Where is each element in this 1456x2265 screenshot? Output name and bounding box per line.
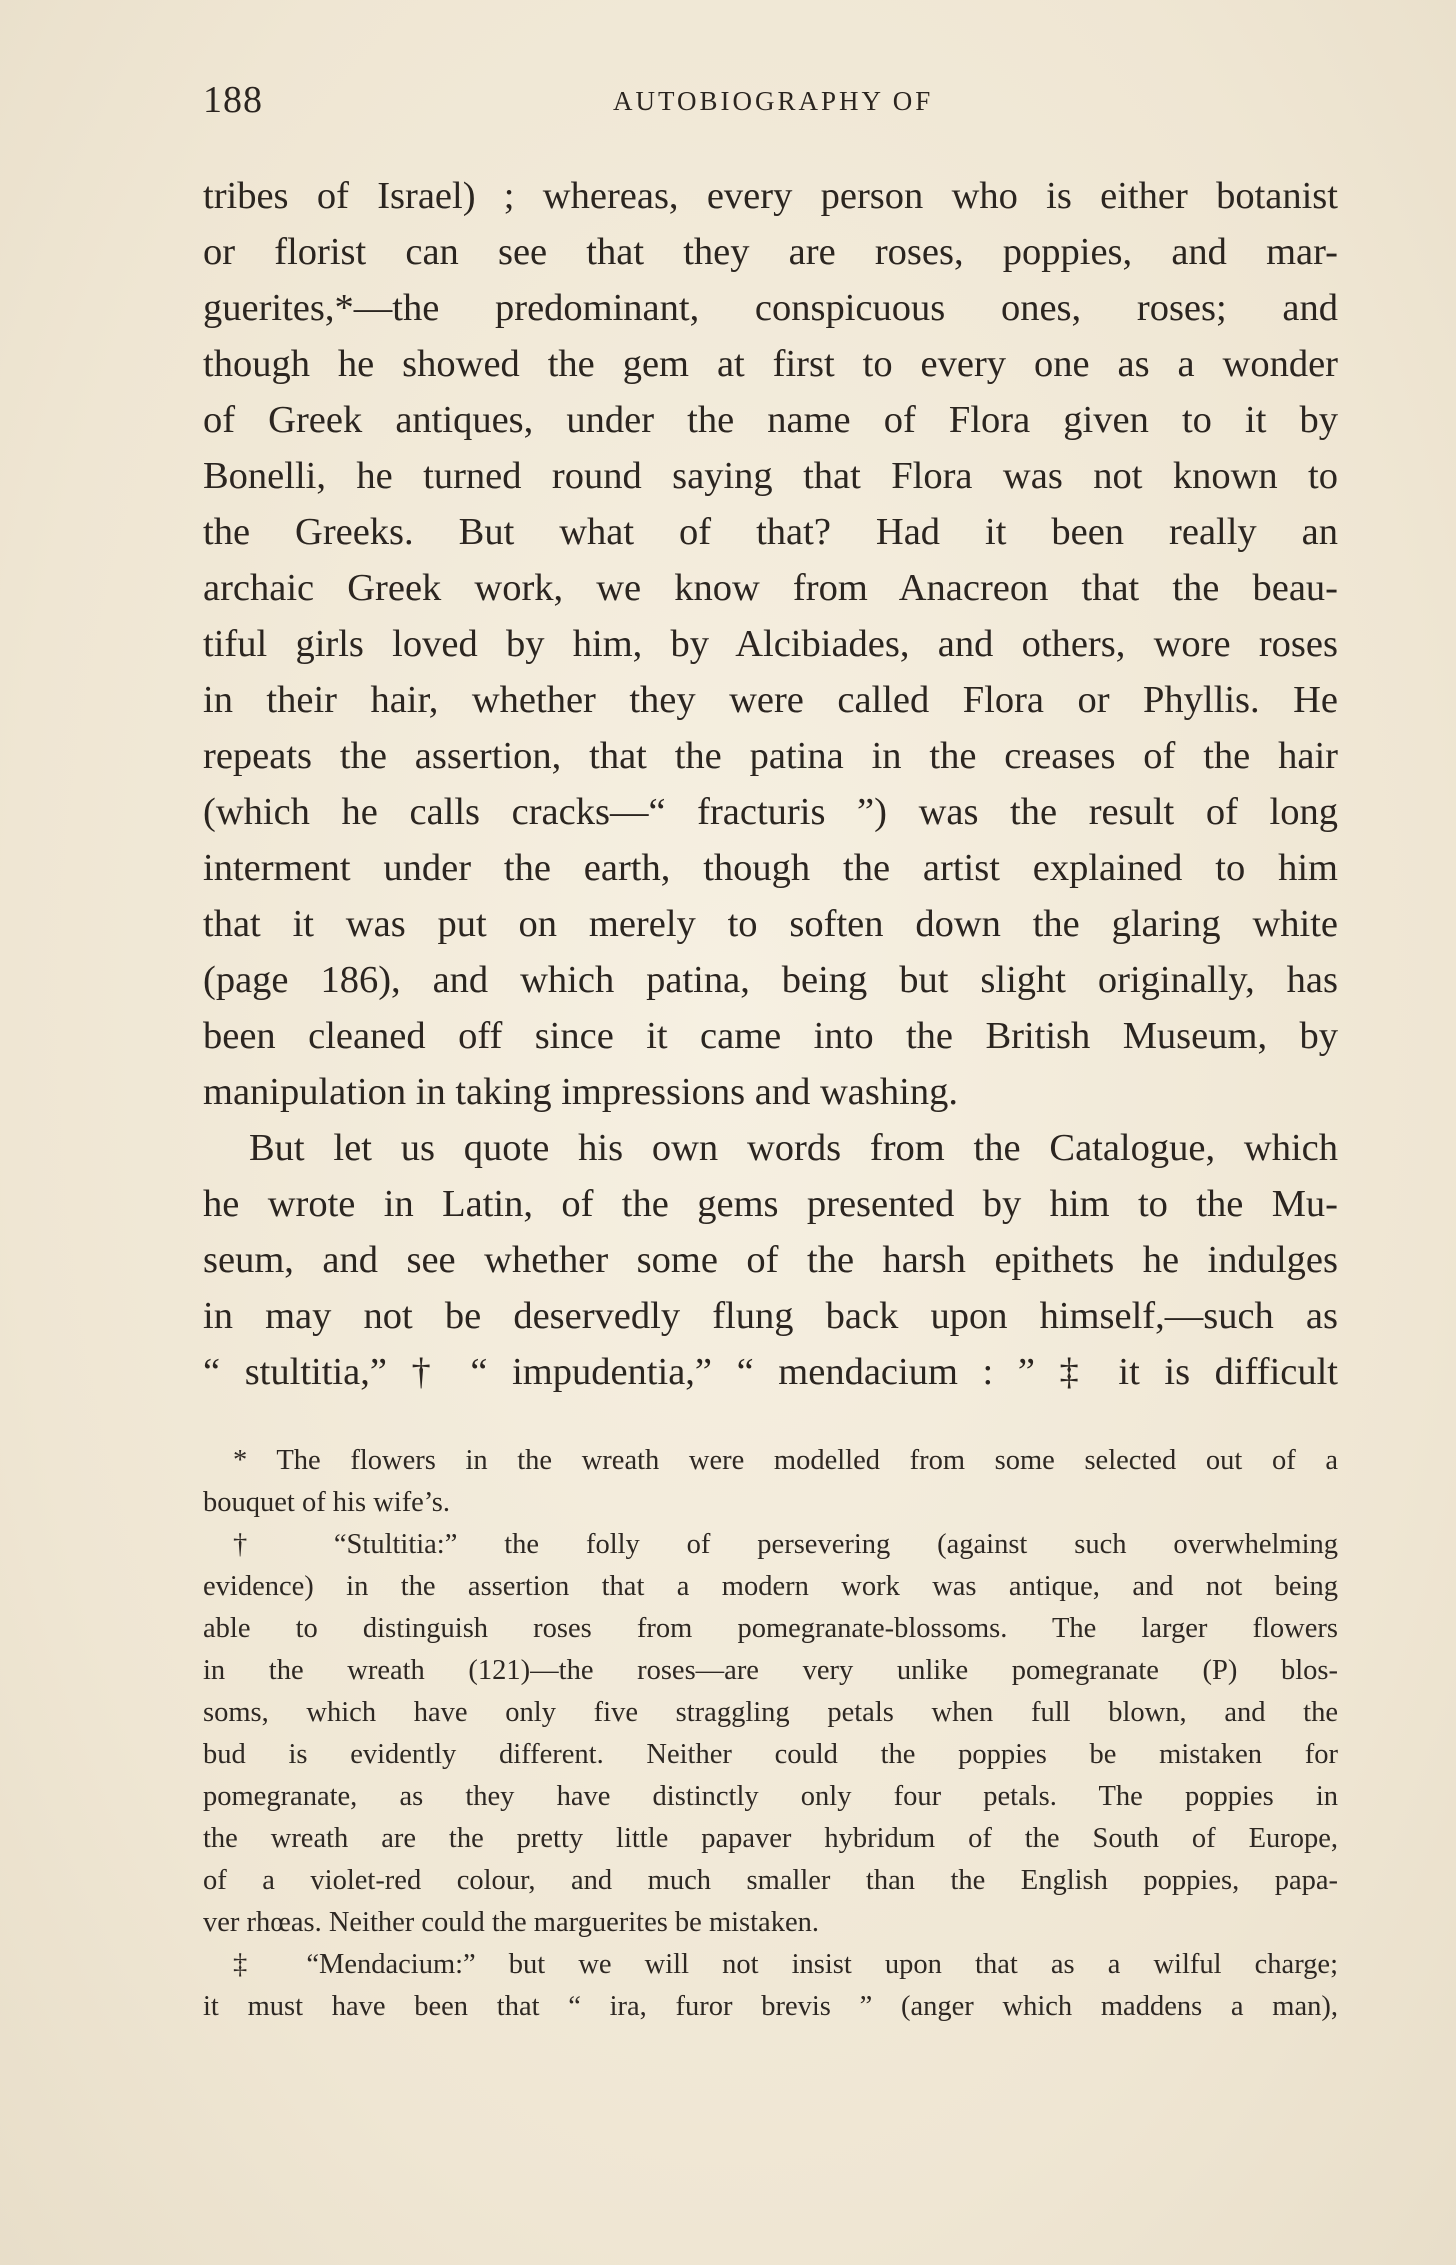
body-line: interment under the earth, though the artist explained to him	[203, 847, 1338, 889]
body-line: “ stultitia,” † “ impudentia,” “ mendacium : ” ‡ it is difficult	[203, 1351, 1338, 1393]
footnote-line: bud is evidently different. Neither could the poppies be mistaken for	[203, 1739, 1338, 1770]
footnote-line: the wreath are the pretty little papaver hybridum of the South of Europe,	[203, 1823, 1338, 1854]
footnote-line: in the wreath (121)—the roses—are very unlike pomegranate (P) blos-	[203, 1655, 1338, 1686]
body-line: guerites,*—the predominant, conspicuous ones, roses; and	[203, 287, 1338, 329]
footnote-line: * The flowers in the wreath were modelled from some selected out of a	[233, 1445, 1338, 1476]
body-line: (which he calls cracks—“ fracturis ”) was the result of long	[203, 791, 1338, 833]
footnote-line: † “Stultitia:” the folly of persevering (against such overwhelming	[233, 1529, 1338, 1560]
running-head	[203, 78, 1328, 128]
body-line: in their hair, whether they were called Flora or Phyllis. He	[203, 679, 1338, 721]
body-line: But let us quote his own words from the Catalogue, which	[249, 1127, 1338, 1169]
footnote-line: evidence) in the assertion that a modern work was antique, and not being	[203, 1571, 1338, 1602]
page-number: 188	[203, 79, 263, 121]
footnote-line: bouquet of his wife’s.	[203, 1487, 450, 1518]
body-line: seum, and see whether some of the harsh epithets he indulges	[203, 1239, 1338, 1281]
footnote-line: pomegranate, as they have distinctly only four petals. The poppies in	[203, 1781, 1338, 1812]
body-line: or florist can see that they are roses, poppies, and mar-	[203, 231, 1338, 273]
body-line: been cleaned off since it came into the British Museum, by	[203, 1015, 1338, 1057]
body-line: he wrote in Latin, of the gems presented by him to the Mu-	[203, 1183, 1338, 1225]
body-line: though he showed the gem at first to every one as a wonder	[203, 343, 1338, 385]
body-line: of Greek antiques, under the name of Flora given to it by	[203, 399, 1338, 441]
main-text	[203, 168, 1338, 1400]
body-line: archaic Greek work, we know from Anacreon that the beau-	[203, 567, 1338, 609]
footnote-line: of a violet-red colour, and much smaller than the English poppies, papa-	[203, 1865, 1338, 1896]
body-line: the Greeks. But what of that? Had it been really an	[203, 511, 1338, 553]
running-title: AUTOBIOGRAPHY OF	[613, 86, 934, 116]
body-line: in may not be deservedly flung back upon himself,—such as	[203, 1295, 1338, 1337]
footnotes	[203, 1440, 1338, 2028]
body-line: (page 186), and which patina, being but slight originally, has	[203, 959, 1338, 1001]
body-line: manipulation in taking impressions and washing.	[203, 1071, 958, 1113]
body-line: repeats the assertion, that the patina in the creases of the hair	[203, 735, 1338, 777]
body-line: that it was put on merely to soften down the glaring white	[203, 903, 1338, 945]
body-line: tiful girls loved by him, by Alcibiades, and others, wore roses	[203, 623, 1338, 665]
footnote-line: soms, which have only five straggling petals when full blown, and the	[203, 1697, 1338, 1728]
footnote-line: ver rhœas. Neither could the marguerites be mistaken.	[203, 1907, 819, 1938]
body-line: Bonelli, he turned round saying that Flora was not known to	[203, 455, 1338, 497]
footnote-line: ‡ “Mendacium:” but we will not insist upon that as a wilful charge;	[233, 1949, 1338, 1980]
body-line: tribes of Israel) ; whereas, every person who is either botanist	[203, 175, 1338, 217]
footnote-line: it must have been that “ ira, furor brevis ” (anger which maddens a man),	[203, 1991, 1338, 2022]
footnote-line: able to distinguish roses from pomegranate-blossoms. The larger flowers	[203, 1613, 1338, 1644]
